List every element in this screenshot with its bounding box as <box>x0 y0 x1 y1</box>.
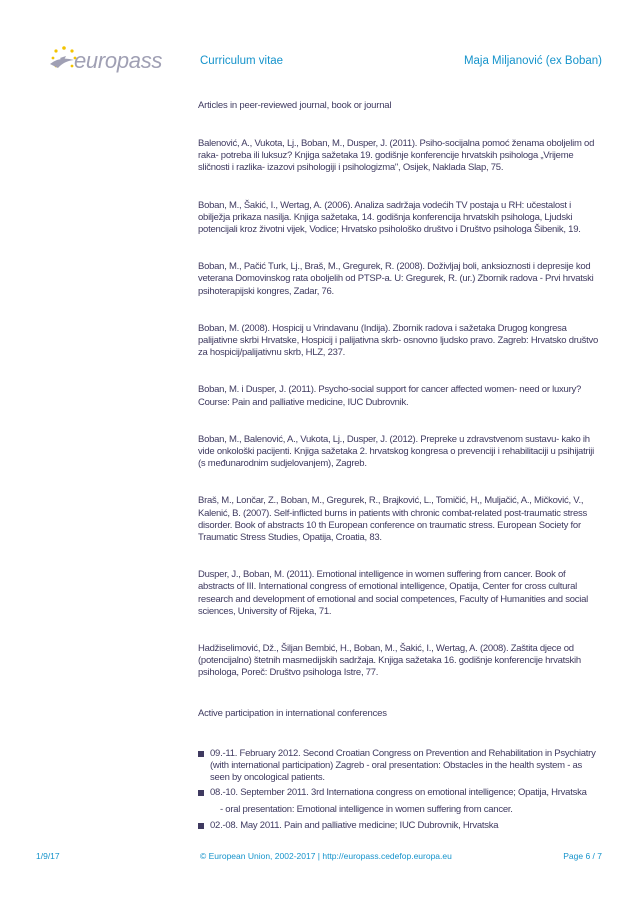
conference-item-text: 09.-11. February 2012. Second Croatian Congress on Prevention and Rehabilitation in Psychiatry (with international participation) Zagreb - oral presentation: Obstacles in the health system - as seen by oncological patients. <box>210 747 596 784</box>
square-bullet-icon <box>198 790 204 796</box>
square-bullet-icon <box>198 751 204 757</box>
conference-item-text: 02.-08. May 2011. Pain and palliative medicine; IUC Dubrovnik, Hrvatska <box>210 819 499 831</box>
article-entry: Boban, M., Šakić, I., Wertag, A. (2006). Analiza sadržaja vodećih TV postaja u RH: učestalost i obilježja prikaza nasilja. Knjiga sažetaka, 14. godišnja konferencija hrvatskih psihologa, Ljudski potencijali kroz životni vijek, Vodice; Hrvatsko psihološko društvo i Društvo psihologa Šibenik, 19. <box>198 199 581 236</box>
article-entry: Boban, M., Balenović, A., Vukota, Lj., Dusper, J. (2012). Prepreke u zdravstvenom sustavu- kako ih vide onkološki pacijenti. Knjiga sažetaka 2. hrvatskog kongresa o prevenciji i rehabilitaciji u psihijatriji (s međunarodnim sudjelovanjem), Zagreb. <box>198 433 594 470</box>
conference-item <box>198 787 603 799</box>
article-entry: Boban, M., Pačić Turk, Lj., Braš, M., Gregurek, R. (2008). Doživljaj boli, anksioznosti i depresije kod veterana Domovinskog rata oboljelih od PTSP-a. U: Gregurek, R. (ur.) Zbornik radova - Prvi hrvatski psihoterapijski kongres, Zadar, 76. <box>198 261 594 297</box>
footer-copyright-link[interactable]: © European Union, 2002-2017 | http://europass.cedefop.europa.eu <box>200 851 452 861</box>
conferences-heading: Active participation in international conferences <box>198 707 387 719</box>
articles-heading: Articles in peer-reviewed journal, book or journal <box>198 100 392 111</box>
conference-list <box>198 748 603 800</box>
article-entry: Boban, M. i Dusper, J. (2011). Psycho-social support for cancer affected women- need or luxury? Course: Pain and palliative medicine, IUC Dubrovnik. <box>198 384 582 408</box>
conference-item <box>198 820 603 832</box>
logo-text: europass <box>74 48 163 73</box>
square-bullet-icon <box>198 823 204 829</box>
footer-page-number: Page 6 / 7 <box>563 851 602 861</box>
conference-list-continued <box>198 820 603 832</box>
document-title: Curriculum vitae <box>200 55 284 67</box>
article-entry: Boban, M. (2008). Hospicij u Vrindavanu (Indija). Zbornik radova i sažetaka Drugog kongresa palijativne skrbi Hrvatske, Hospicij i palijativna skrb- osnovno ljudsko pravo. Zagreb: Hrvatsko društvo za hospicij/palijativnu skrb, HLZ, 237. <box>198 322 599 359</box>
footer-date: 1/9/17 <box>36 851 60 861</box>
conference-item-text: 08.-10. September 2011. 3rd Internationa congress on emotional intelligence; Opatija, Hrvatska <box>210 787 587 799</box>
article-entry: Braš, M., Lončar, Z., Boban, M., Gregurek, R., Brajković, L., Tomičić, H,, Muljačić, A., Mičković, V., Kalenić, B. (2007). Self-inflicted burns in patients with chronic combat-related post-traumatic stress disorder. Book of abstracts 10 th European conference on traumatic stress. European Society for Traumatic Stress Studies, Opatija, Croatia, 83. <box>198 495 587 544</box>
conference-item-subline: - oral presentation: Emotional intelligence in women suffering from cancer. <box>220 803 513 815</box>
article-entry: Hadžiselimović, Dž., Šiljan Bembić, H., Boban, M., Šakić, I., Wertag, A. (2008). Zaštita djece od (potencijalno) štetnih masmedijskih sadržaja. Knjiga sažetaka 16. godišnje konferencije hrvatskih psihologa, Poreč: Društvo psihologa Istre, 77. <box>198 643 581 679</box>
conference-item <box>198 748 603 785</box>
person-name: Maja Miljanović (ex Boban) <box>463 55 602 67</box>
article-entry: Dusper, J., Boban, M. (2011). Emotional intelligence in women suffering from cancer. Book of abstracts of III. International congress of emotional intelligence, Opatija, Center for cross cultural research and development of emotional and social competences, Faculty of Humanities and social sciences, University of Rijeka, 71. <box>198 569 588 617</box>
europass-logo <box>44 44 184 78</box>
main-content <box>198 100 603 832</box>
article-entry: Balenović, A., Vukota, Lj., Boban, M., Dusper, J. (2011). Psiho-socijalna pomoć ženama oboljelim od raka- potreba ili luksuz? Knjiga sažetaka 19. godišnje konferencije hrvatskih psihologa „Vrijeme sličnosti i razlika- izazovi psihologiji i psihologizma", Osijek, Naklada Slap, 75. <box>198 138 595 174</box>
